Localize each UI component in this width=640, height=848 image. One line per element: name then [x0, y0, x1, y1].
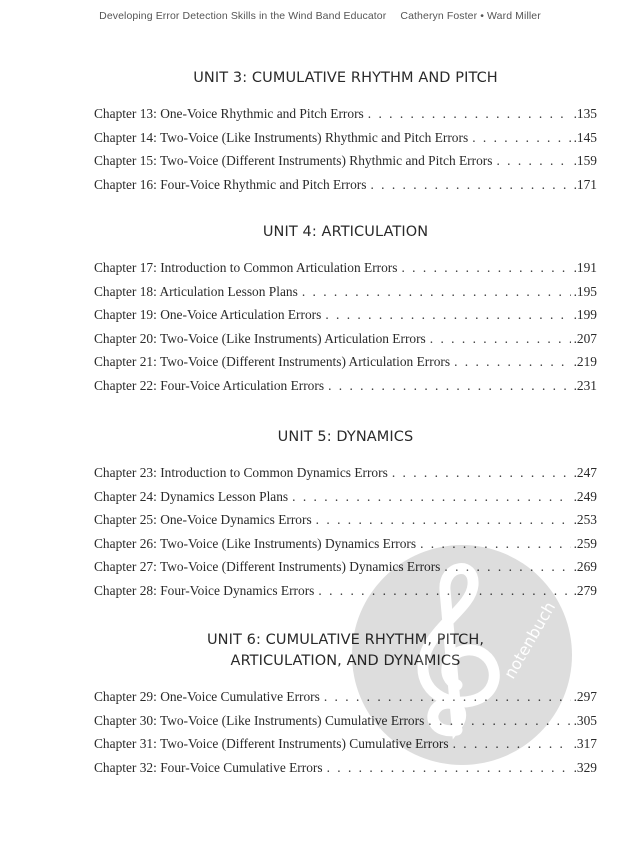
- toc-entry[interactable]: [94, 130, 597, 154]
- entry-title: Chapter 27: Two-Voice (Different Instruments) Dynamics Errors: [94, 559, 441, 574]
- page-number: .247: [573, 465, 597, 480]
- author-1: Catheryn Foster: [400, 10, 478, 22]
- dot-leader: [327, 760, 571, 776]
- page-number: .317: [573, 736, 597, 751]
- unit-5-section: [94, 427, 597, 606]
- page-number: .305: [573, 712, 597, 728]
- entry-title: Chapter 22: Four-Voice Articulation Errors: [94, 377, 325, 393]
- toc-entry[interactable]: [94, 489, 597, 513]
- entry-title: Chapter 31: Two-Voice (Different Instruments) Cumulative Errors: [94, 736, 449, 751]
- page-number: .135: [573, 106, 597, 121]
- book-title: Developing Error Detection Skills in the Wind Band Educator: [99, 10, 387, 22]
- entry-title: Chapter 21: Two-Voice (Different Instruments) Articulation Errors: [94, 354, 451, 369]
- entry-title: Chapter 30: Two-Voice (Like Instruments) Cumulative Errors: [94, 712, 425, 728]
- dot-leader: [428, 713, 570, 729]
- page-number: .199: [573, 307, 597, 322]
- watermark-text: notenbuch: [500, 598, 560, 682]
- unit-title: UNIT 6: CUMULATIVE RHYTHM, PITCH, ARTICULATION, AND DYNAMICS: [206, 632, 485, 669]
- dot-leader: [318, 583, 570, 599]
- page-number: .249: [573, 488, 597, 504]
- page-number: .297: [573, 689, 597, 704]
- entry-title: Chapter 14: Two-Voice (Like Instruments) Rhythmic and Pitch Errors: [94, 129, 469, 145]
- toc-entry[interactable]: [94, 260, 597, 284]
- page-number: .191: [573, 260, 597, 275]
- toc-entry[interactable]: [94, 378, 597, 402]
- dot-leader: [324, 689, 571, 705]
- entry-title: Chapter 32: Four-Voice Cumulative Errors: [94, 759, 323, 775]
- toc-entry[interactable]: [94, 536, 597, 560]
- page-number: .329: [573, 759, 597, 775]
- page-number: .195: [573, 283, 597, 299]
- unit-title: UNIT 4: ARTICULATION: [262, 224, 429, 240]
- entry-title: Chapter 20: Two-Voice (Like Instruments) Articulation Errors: [94, 330, 426, 346]
- toc-entry[interactable]: [94, 284, 597, 308]
- toc-entry[interactable]: [94, 583, 597, 607]
- toc-entry[interactable]: [94, 354, 597, 378]
- toc-entry[interactable]: [94, 153, 597, 177]
- page-number: .145: [573, 129, 597, 145]
- entry-title: Chapter 13: One-Voice Rhythmic and Pitch Errors: [94, 106, 364, 121]
- dot-leader: [370, 177, 570, 193]
- unit-6-section: [94, 630, 597, 783]
- toc-entry[interactable]: [94, 713, 597, 737]
- running-head: [0, 10, 640, 22]
- page-number: .253: [573, 512, 597, 527]
- dot-leader: [453, 736, 571, 752]
- dot-leader: [401, 260, 570, 276]
- entry-title: Chapter 25: One-Voice Dynamics Errors: [94, 512, 312, 527]
- page-number: .279: [573, 582, 597, 598]
- toc-entry[interactable]: [94, 331, 597, 355]
- dot-leader: [444, 559, 570, 575]
- toc-entry[interactable]: [94, 307, 597, 331]
- dot-leader: [325, 307, 570, 323]
- entry-title: Chapter 24: Dynamics Lesson Plans: [94, 488, 289, 504]
- entry-title: Chapter 23: Introduction to Common Dynamics Errors: [94, 465, 388, 480]
- entry-title: Chapter 16: Four-Voice Rhythmic and Pitch Errors: [94, 176, 367, 192]
- toc-entry[interactable]: [94, 760, 597, 784]
- entry-title: Chapter 26: Two-Voice (Like Instruments) Dynamics Errors: [94, 535, 417, 551]
- toc-list: [94, 689, 597, 783]
- toc-entry[interactable]: [94, 106, 597, 130]
- dot-leader: [472, 130, 570, 146]
- entry-title: Chapter 28: Four-Voice Dynamics Errors: [94, 582, 315, 598]
- toc-entry[interactable]: [94, 736, 597, 760]
- toc-entry[interactable]: [94, 559, 597, 583]
- entry-title: Chapter 17: Introduction to Common Articulation Errors: [94, 260, 398, 275]
- dot-leader: [316, 512, 571, 528]
- dot-leader: [368, 106, 571, 122]
- page-number: .219: [573, 354, 597, 369]
- dot-leader: [292, 489, 570, 505]
- entry-title: Chapter 29: One-Voice Cumulative Errors: [94, 689, 320, 704]
- entry-title: Chapter 18: Articulation Lesson Plans: [94, 283, 298, 299]
- page-number: .259: [573, 535, 597, 551]
- toc-entry[interactable]: [94, 512, 597, 536]
- author-2: Ward Miller: [487, 10, 541, 22]
- dot-leader: [328, 378, 571, 394]
- dot-leader: [420, 536, 570, 552]
- page-number: .171: [573, 176, 597, 192]
- page-number: .159: [573, 153, 597, 168]
- toc-list: [94, 465, 597, 606]
- dot-leader: [496, 153, 570, 169]
- author-separator: •: [480, 10, 485, 22]
- page-number: .269: [573, 559, 597, 574]
- page-number: .231: [573, 377, 597, 393]
- dot-leader: [430, 331, 571, 347]
- dot-leader: [392, 465, 571, 481]
- toc-list: [94, 260, 597, 401]
- entry-title: Chapter 15: Two-Voice (Different Instruments) Rhythmic and Pitch Errors: [94, 153, 493, 168]
- entry-title: Chapter 19: One-Voice Articulation Errors: [94, 307, 322, 322]
- toc-entry[interactable]: [94, 465, 597, 489]
- toc-entry[interactable]: [94, 689, 597, 713]
- unit-title: UNIT 3: CUMULATIVE RHYTHM AND PITCH: [193, 70, 498, 86]
- dot-leader: [302, 284, 571, 300]
- dot-leader: [454, 354, 571, 370]
- toc-entry[interactable]: [94, 177, 597, 201]
- unit-3-section: [94, 68, 597, 200]
- unit-4-section: [94, 222, 597, 401]
- unit-title: UNIT 5: DYNAMICS: [277, 429, 414, 445]
- toc-list: [94, 106, 597, 200]
- page-number: .207: [573, 330, 597, 346]
